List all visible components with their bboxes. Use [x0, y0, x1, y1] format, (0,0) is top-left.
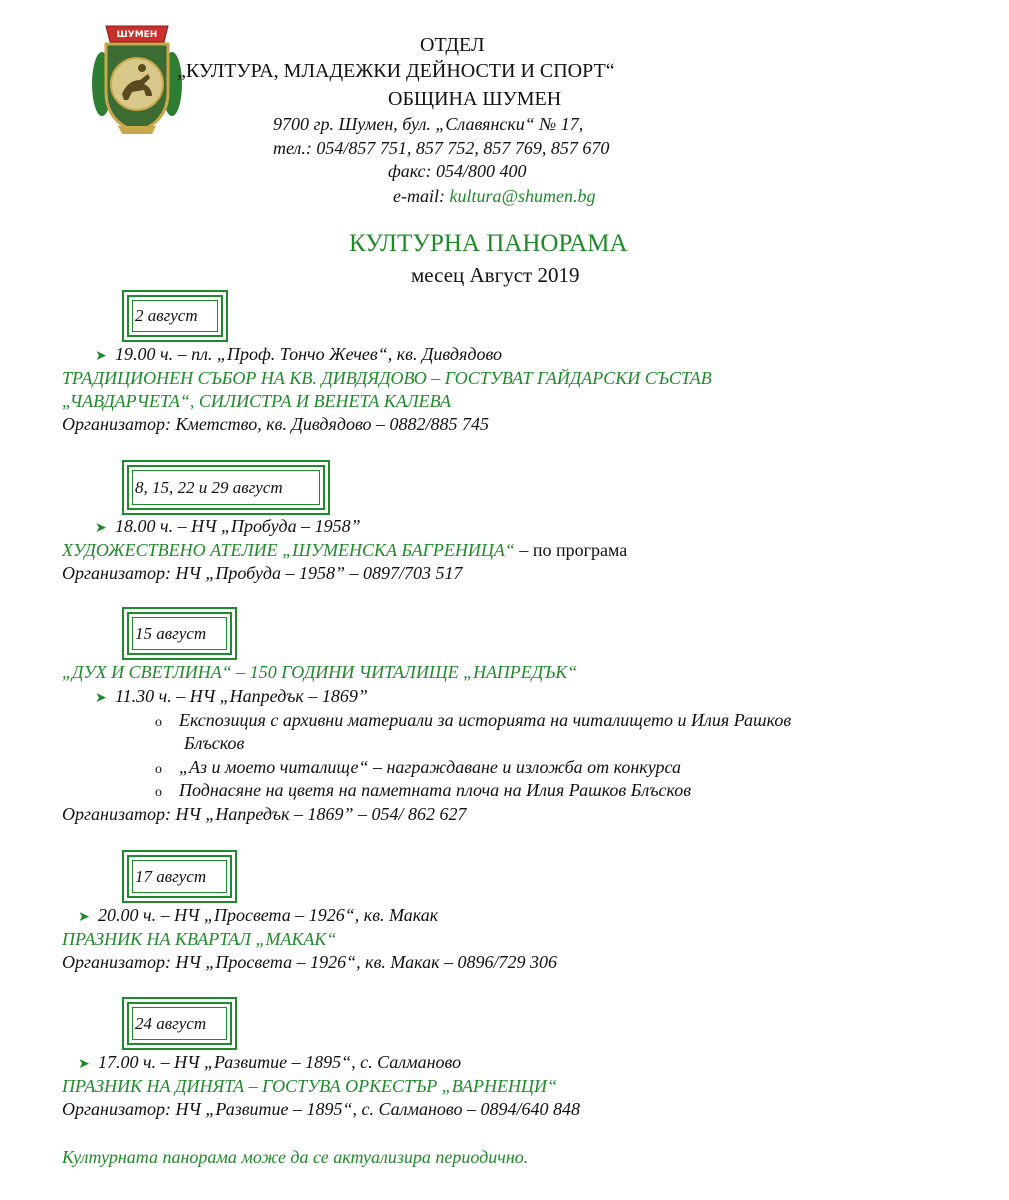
department-label: ОТДЕЛ	[420, 34, 485, 56]
event-organizer: Организатор: Кметство, кв. Дивдядово – 0882/885 745	[62, 414, 490, 434]
list-item-cont: Блъсков	[184, 733, 245, 753]
circle-bullet-icon: o	[155, 785, 162, 800]
arrow-bullet-icon: ➤	[95, 691, 107, 706]
event-name: ТРАДИЦИОНЕН СЪБОР НА КВ. ДИВДЯДОВО – ГОСТУВАТ ГАЙДАРСКИ СЪСТАВ	[62, 368, 712, 388]
date-box	[122, 607, 237, 660]
email-link[interactable]: kultura@shumen.bg	[449, 186, 596, 206]
date-label: 2 август	[132, 300, 218, 332]
email-line	[393, 186, 596, 207]
circle-bullet-icon: o	[155, 715, 162, 730]
event-time: ➤ 11.30 ч. – НЧ „Напредък – 1869”	[95, 686, 368, 706]
arrow-bullet-icon: ➤	[95, 521, 107, 536]
event-name: „ДУХ И СВЕТЛИНА“ – 150 ГОДИНИ ЧИТАЛИЩЕ „НАПРЕДЪК“	[62, 662, 578, 682]
fax: факс: 054/800 400	[388, 161, 527, 181]
date-box	[122, 850, 237, 903]
municipality-name: ОБЩИНА ШУМЕН	[388, 88, 562, 110]
circle-bullet-icon: o	[155, 762, 162, 777]
list-item: o Експозиция с архивни материали за историята на читалището и Илия Рашков	[155, 710, 792, 730]
event-time: ➤ 19.00 ч. – пл. „Проф. Тончо Жечев“, кв. Дивдядово	[95, 344, 503, 364]
event-name-suffix: – по програма	[514, 540, 628, 560]
date-label: 15 август	[132, 617, 227, 650]
date-box	[122, 290, 228, 342]
arrow-bullet-icon: ➤	[95, 349, 107, 364]
event-name-cont: „ЧАВДАРЧЕТА“, СИЛИСТРА И ВЕНЕТА КАЛЕВА	[62, 391, 451, 411]
list-item: o „Аз и моето читалище“ – награждаване и изложба от конкурса	[155, 757, 681, 777]
event-name: ПРАЗНИК НА ДИНЯТА – ГОСТУВА ОРКЕСТЪР „ВАРНЕНЦИ“	[62, 1076, 558, 1096]
date-label: 8, 15, 22 и 29 август	[132, 470, 320, 505]
event-time: ➤ 20.00 ч. – НЧ „Просвета – 1926“, кв. Макак	[78, 905, 439, 925]
event-name: ХУДОЖЕСТВЕНО АТЕЛИЕ „ШУМЕНСКА БАГРЕНИЦА“	[62, 540, 515, 560]
date-box	[122, 997, 237, 1050]
event-organizer: Организатор: НЧ „Напредък – 1869” – 054/ 862 627	[62, 804, 467, 824]
shumen-coat-of-arms-logo	[88, 22, 186, 138]
page-subtitle: месец Август 2019	[411, 263, 580, 287]
event-name-line	[62, 540, 627, 561]
date-label: 17 август	[132, 860, 227, 893]
arrow-bullet-icon: ➤	[78, 910, 90, 925]
event-time: ➤ 17.00 ч. – НЧ „Развитие – 1895“, с. Салманово	[78, 1052, 462, 1072]
svg-text:ШУМЕН: ШУМЕН	[116, 30, 158, 40]
event-organizer: Организатор: НЧ „Пробуда – 1958” – 0897/703 517	[62, 563, 463, 583]
address: 9700 гр. Шумен, бул. „Славянски“ № 17,	[273, 114, 584, 134]
list-item: o Поднасяне на цветя на паметната плоча на Илия Рашков Блъсков	[155, 780, 692, 800]
date-box	[122, 460, 330, 515]
phone: тел.: 054/857 751, 857 752, 857 769, 857 670	[273, 138, 610, 158]
page-title: КУЛТУРНА ПАНОРАМА	[349, 230, 628, 257]
department-name: „КУЛТУРА, МЛАДЕЖКИ ДЕЙНОСТИ И СПОРТ“	[177, 60, 615, 82]
date-label: 24 август	[132, 1007, 227, 1040]
arrow-bullet-icon: ➤	[78, 1057, 90, 1072]
event-organizer: Организатор: НЧ „Развитие – 1895“, с. Салманово – 0894/640 848	[62, 1099, 580, 1119]
email-label: e-mail:	[393, 186, 450, 206]
event-time: ➤ 18.00 ч. – НЧ „Пробуда – 1958”	[95, 516, 361, 536]
event-name: ПРАЗНИК НА КВАРТАЛ „МАКАК“	[62, 929, 337, 949]
event-organizer: Организатор: НЧ „Просвета – 1926“, кв. Макак – 0896/729 306	[62, 952, 558, 972]
footer-note: Културната панорама може да се актуализира периодично.	[62, 1147, 529, 1167]
